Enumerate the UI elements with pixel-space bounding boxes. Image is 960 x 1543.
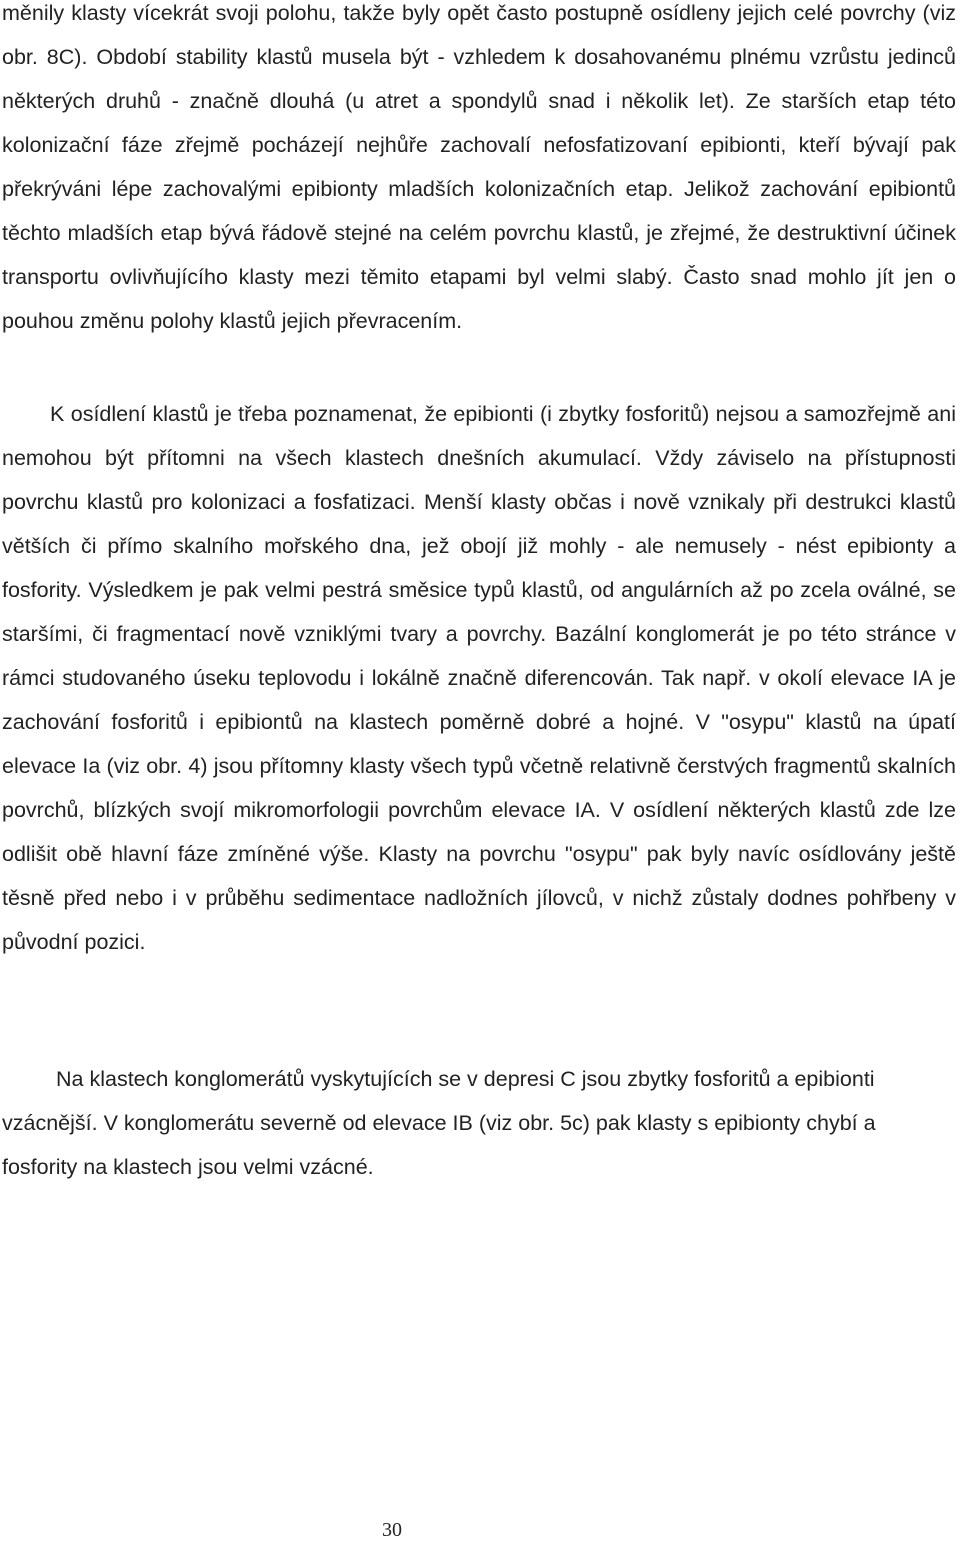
paragraph-depression-c: Na klastech konglomerátů vyskytujících se v depresi C jsou zbytky fosforitů a epibionti vzácnější. V konglomerátu severně od elevace IB (viz obr. 5c) pak klasty s epibionty chybí a fosfority na klastech jsou velmi vzácné. bbox=[2, 1067, 876, 1179]
paragraph-clast-settlement: K osídlení klastů je třeba poznamenat, že epibionti (i zbytky fosforitů) nejsou a samozřejmě ani nemohou být přítomni na všech klastech dnešních akumulací. Vždy záviselo na přístupnosti povrchu klastů pro kolonizaci a fosfatizaci. Menší klasty občas i nově vznikaly při destrukci klastů větších či přímo skalního mořského dna, jež obojí již mohly - ale nemusely - nést epibionty a fosfority. Výsledkem je pak velmi pestrá směsice typů klastů, od angulárních až po zcela oválné, se staršími, či fragmentací nově vzniklými tvary a povrchy. Bazální konglomerát je po této stránce v rámci studovaného úseku teplovodu i lokálně značně diferencován. Tak např. v okolí elevace IA je zachování fosforitů i epibiontů na klastech poměrně dobré a hojné. V "osypu" klastů na úpatí elevace Ia (viz obr. 4) jsou přítomny klasty všech typů včetně relativně čerstvých fragmentů skalních povrchů, blízkých svojí mikromorfologii povrchům elevace IA. V osídlení některých klastů zde lze odlišit obě hlavní fáze zmíněné výše. Klasty na povrchu "osypu" pak byly navíc osídlovány ještě těsně před nebo i v průběhu sedimentace nadložních jílovců, v nichž zůstaly dodnes pohřbeny v původní pozici. bbox=[2, 402, 956, 954]
paragraph-colonization-stability: měnily klasty vícekrát svoji polohu, takže byly opět často postupně osídleny jejich celé povrchy (viz obr. 8C). Období stability klastů musela být - vzhledem k dosahovanému plnému vzrůstu jedinců některých druhů - značně dlouhá (u atret a spondylů snad i několik let). Ze starších etap této kolonizační fáze zřejmě pocházejí nejhůře zachovalí nefosfatizovaní epibionti, kteří bývají pak překrýváni lépe zachovalými epibionty mladších kolonizačních etap. Jelikož zachování epibiontů těchto mladších etap bývá řádově stejné na celém povrchu klastů, je zřejmé, že destruktivní účinek transportu ovlivňujícího klasty mezi těmito etapami byl velmi slabý. Často snad mohlo jít jen o pouhou změnu polohy klastů jejich převracením. bbox=[2, 1, 956, 333]
page-number: 30 bbox=[382, 1519, 402, 1541]
